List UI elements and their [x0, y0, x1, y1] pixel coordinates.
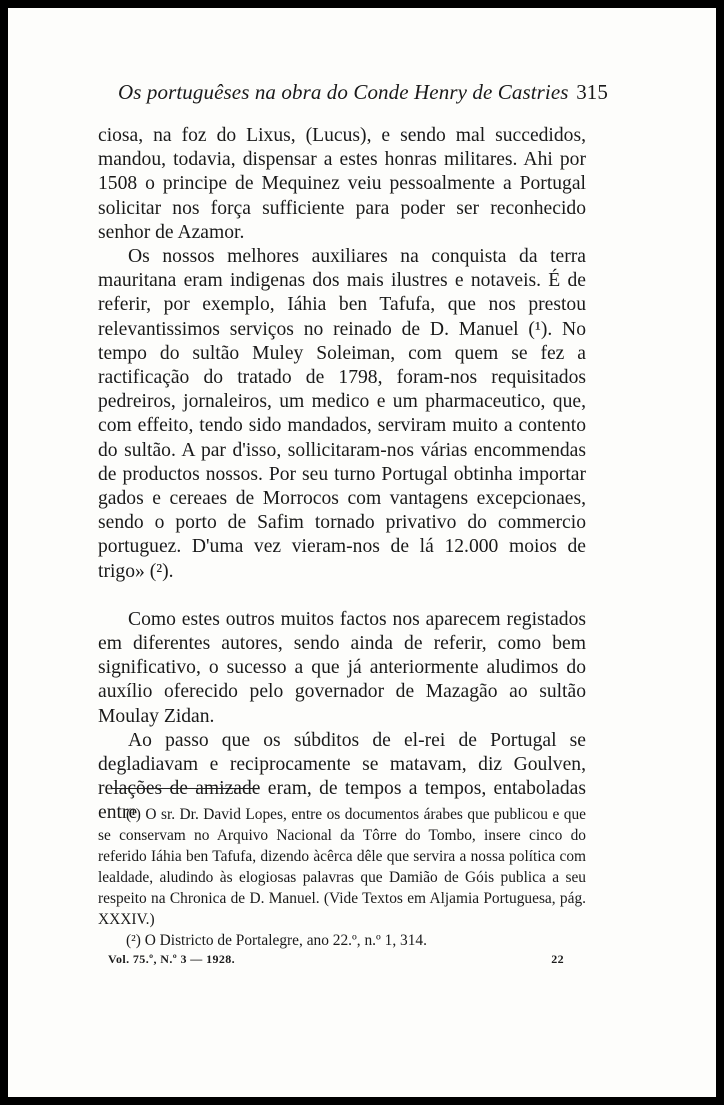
running-header	[118, 80, 608, 105]
paragraph: Os nossos melhores auxiliares na conquista da terra mauritana eram indigenas dos mais ilustres e notaveis. É de referir, por exemplo, Iáhia ben Tafufa, que nos prestou relevantissimos serviços no reinado de D. Manuel (¹). No tempo do sultão Muley Soleiman, com quem se fez a ractificação do tratado de 1798, foram-nos requisitados pedreiros, jornaleiros, um medico e um pharmaceutico, que, com effeito, tendo sido mandados, serviram muito a contento do sultão. A par d'isso, sollicitaram-nos várias encommendas de productos nossos. Por seu turno Portugal obtinha importar gados e cereaes de Morrocos com vantagens excepcionaes, sendo o porto de Safim tornado privativo do commercio portuguez. D'uma vez vieram-nos de lá 12.000 moios de trigo» (²).	[98, 246, 586, 582]
volume-info: Vol. 75.º, N.º 3 — 1928.	[108, 952, 236, 966]
footnotes	[98, 804, 586, 951]
header-title: Os portuguêses na obra do Conde Henry de Castries	[118, 80, 569, 104]
page-footer	[108, 952, 564, 967]
paragraph: ciosa, na foz do Lixus, (Lucus), e sendo mal succedidos, mandou, todavia, dispensar a estes honras militares. Ahi por 1508 o principe de Mequinez veiu pessoalmente a Portugal solicitar nos força sufficiente para poder ser reconhecido senhor de Azamor.	[98, 125, 586, 243]
footnote-divider	[112, 788, 258, 789]
paragraph: Como estes outros muitos factos nos aparecem registados em diferentes autores, sendo ainda de referir, como bem significativo, o sucesso a que já anteriormente aludimos do auxílio oferecido pelo governador de Mazagão ao sultão Moulay Zidan.	[98, 608, 586, 727]
document-page	[8, 8, 716, 1097]
paragraph: Ao passo que os súbditos de el-rei de Portugal se degladiavam e reciprocamente se matavam, diz Goulven, relações de amizade eram, de tempos a tempos, entaboladas entre	[98, 729, 586, 824]
main-text	[98, 124, 586, 826]
footnote: (¹) O sr. Dr. David Lopes, entre os documentos árabes que publicou e que se conservam no Arquivo Nacional da Tôrre do Tombo, insere cinco do referido Iáhia ben Tafufa, dizendo àcêrca dêle que servira a nossa política com lealdade, aludindo às elogiosas palavras que Damião de Góis publica a seu respeito na Chronica de D. Manuel. (Vide Textos em Aljamia Portuguesa, pág. XXXIV.)	[98, 806, 586, 928]
signature-mark: 22	[551, 952, 564, 966]
page-number: 315	[576, 80, 608, 104]
footnote: (²) O Districto de Portalegre, ano 22.º, n.º 1, 314.	[126, 932, 427, 949]
